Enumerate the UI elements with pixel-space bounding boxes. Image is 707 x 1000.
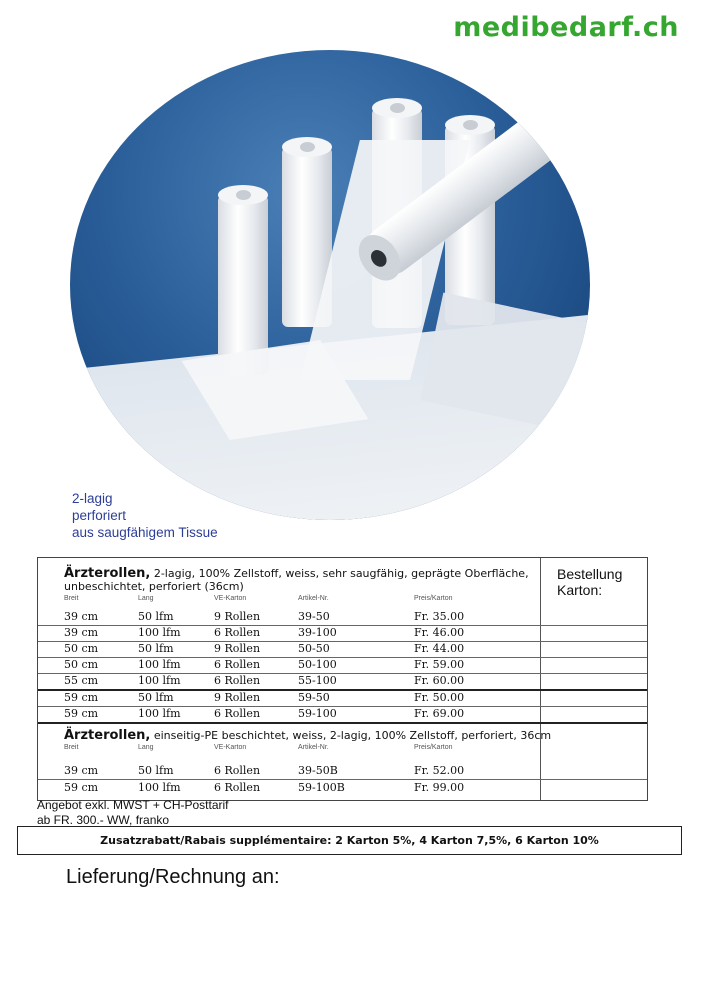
cell-price: Fr. 60.00: [414, 674, 465, 687]
header-article: Artikel-Nr.: [298, 595, 329, 602]
table-row: [38, 625, 647, 642]
cell-width: 59 cm: [64, 781, 99, 794]
cell-article: 39-100: [298, 626, 337, 639]
section1-title-line2: unbeschichtet, perforiert (36cm): [64, 580, 244, 593]
header-width: Breit: [64, 744, 79, 751]
order-label: [557, 566, 622, 598]
cell-price: Fr. 59.00: [414, 658, 465, 671]
cell-carton: 6 Rollen: [214, 674, 261, 687]
cell-article: 59-100B: [298, 781, 345, 794]
cell-width: 50 cm: [64, 658, 99, 671]
cell-carton: 6 Rollen: [214, 707, 261, 720]
table-row: [38, 641, 647, 658]
note-line: ab FR. 300.- WW, franko: [37, 813, 170, 827]
product-photo: [40, 50, 600, 530]
cell-length: 100 lfm: [138, 626, 181, 639]
cell-width: 59 cm: [64, 691, 99, 704]
tagline-line: aus saugfähigem Tissue: [72, 525, 218, 540]
section1-title: [64, 567, 529, 593]
cell-length: 100 lfm: [138, 674, 181, 687]
cell-carton: 6 Rollen: [214, 658, 261, 671]
cell-price: Fr. 46.00: [414, 626, 465, 639]
price-note: [37, 798, 229, 828]
tagline-line: 2-lagig: [72, 491, 113, 506]
cell-carton: 9 Rollen: [214, 642, 261, 655]
cell-article: 50-50: [298, 642, 330, 655]
order-label-line: Bestellung: [557, 566, 623, 582]
cell-length: 50 lfm: [138, 610, 174, 623]
cell-width: 55 cm: [64, 674, 99, 687]
cell-length: 100 lfm: [138, 658, 181, 671]
cell-price: Fr. 99.00: [414, 781, 465, 794]
cell-price: Fr. 52.00: [414, 764, 465, 777]
section1-title-bold: Ärzterollen,: [64, 566, 151, 581]
cell-price: Fr. 44.00: [414, 642, 465, 655]
header-carton: VE-Karton: [214, 744, 247, 751]
header-length: Lang: [138, 595, 154, 602]
cell-width: 39 cm: [64, 764, 99, 777]
cell-price: Fr. 50.00: [414, 691, 465, 704]
cell-width: 39 cm: [64, 610, 99, 623]
cell-carton: 6 Rollen: [214, 781, 261, 794]
cell-length: 50 lfm: [138, 642, 174, 655]
product-tagline: [72, 490, 218, 541]
cell-width: 50 cm: [64, 642, 99, 655]
photo-circle: [70, 50, 590, 520]
section2-title-rest: einseitig-PE beschichtet, weiss, 2-lagig, 100% Zellstoff, perforiert, 36cm: [150, 729, 552, 742]
cell-carton: 6 Rollen: [214, 626, 261, 639]
header-length: Lang: [138, 744, 154, 751]
header-width: Breit: [64, 595, 79, 602]
brand-logo: medibedarf.ch: [453, 12, 679, 43]
header-price: Preis/Karton: [414, 595, 453, 602]
note-line: Angebot exkl. MWST + CH-Posttarif: [37, 798, 229, 812]
cell-carton: 6 Rollen: [214, 764, 261, 777]
table-row: [38, 690, 647, 707]
table-row: [38, 780, 647, 796]
table-row: [38, 706, 647, 724]
cell-length: 50 lfm: [138, 764, 174, 777]
table-row: [38, 763, 647, 780]
table-row: [38, 657, 647, 674]
cell-article: 55-100: [298, 674, 337, 687]
cell-carton: 9 Rollen: [214, 610, 261, 623]
cell-width: 59 cm: [64, 707, 99, 720]
header-price: Preis/Karton: [414, 744, 453, 751]
cell-article: 59-50: [298, 691, 330, 704]
section2-title: [64, 729, 551, 742]
cell-length: 100 lfm: [138, 781, 181, 794]
cell-article: 50-100: [298, 658, 337, 671]
cell-article: 59-100: [298, 707, 337, 720]
cell-article: 39-50: [298, 610, 330, 623]
table-row: [38, 673, 647, 691]
price-table: [37, 557, 648, 801]
table-row: [38, 609, 647, 626]
discount-banner: Zusatzrabatt/Rabais supplémentaire: 2 Karton 5%, 4 Karton 7,5%, 6 Karton 10%: [17, 826, 682, 855]
order-label-line: Karton:: [557, 582, 603, 598]
cell-article: 39-50B: [298, 764, 338, 777]
tagline-line: perforiert: [72, 508, 127, 523]
section2-title-bold: Ärzterollen,: [64, 728, 151, 743]
header-carton: VE-Karton: [214, 595, 247, 602]
cell-carton: 9 Rollen: [214, 691, 261, 704]
header-article: Artikel-Nr.: [298, 744, 329, 751]
cell-price: Fr. 69.00: [414, 707, 465, 720]
section1-title-rest: 2-lagig, 100% Zellstoff, weiss, sehr saugfähig, geprägte Oberfläche,: [150, 567, 529, 580]
cell-width: 39 cm: [64, 626, 99, 639]
delivery-label: Lieferung/Rechnung an:: [66, 866, 280, 888]
cell-length: 100 lfm: [138, 707, 181, 720]
cell-price: Fr. 35.00: [414, 610, 465, 623]
cell-length: 50 lfm: [138, 691, 174, 704]
